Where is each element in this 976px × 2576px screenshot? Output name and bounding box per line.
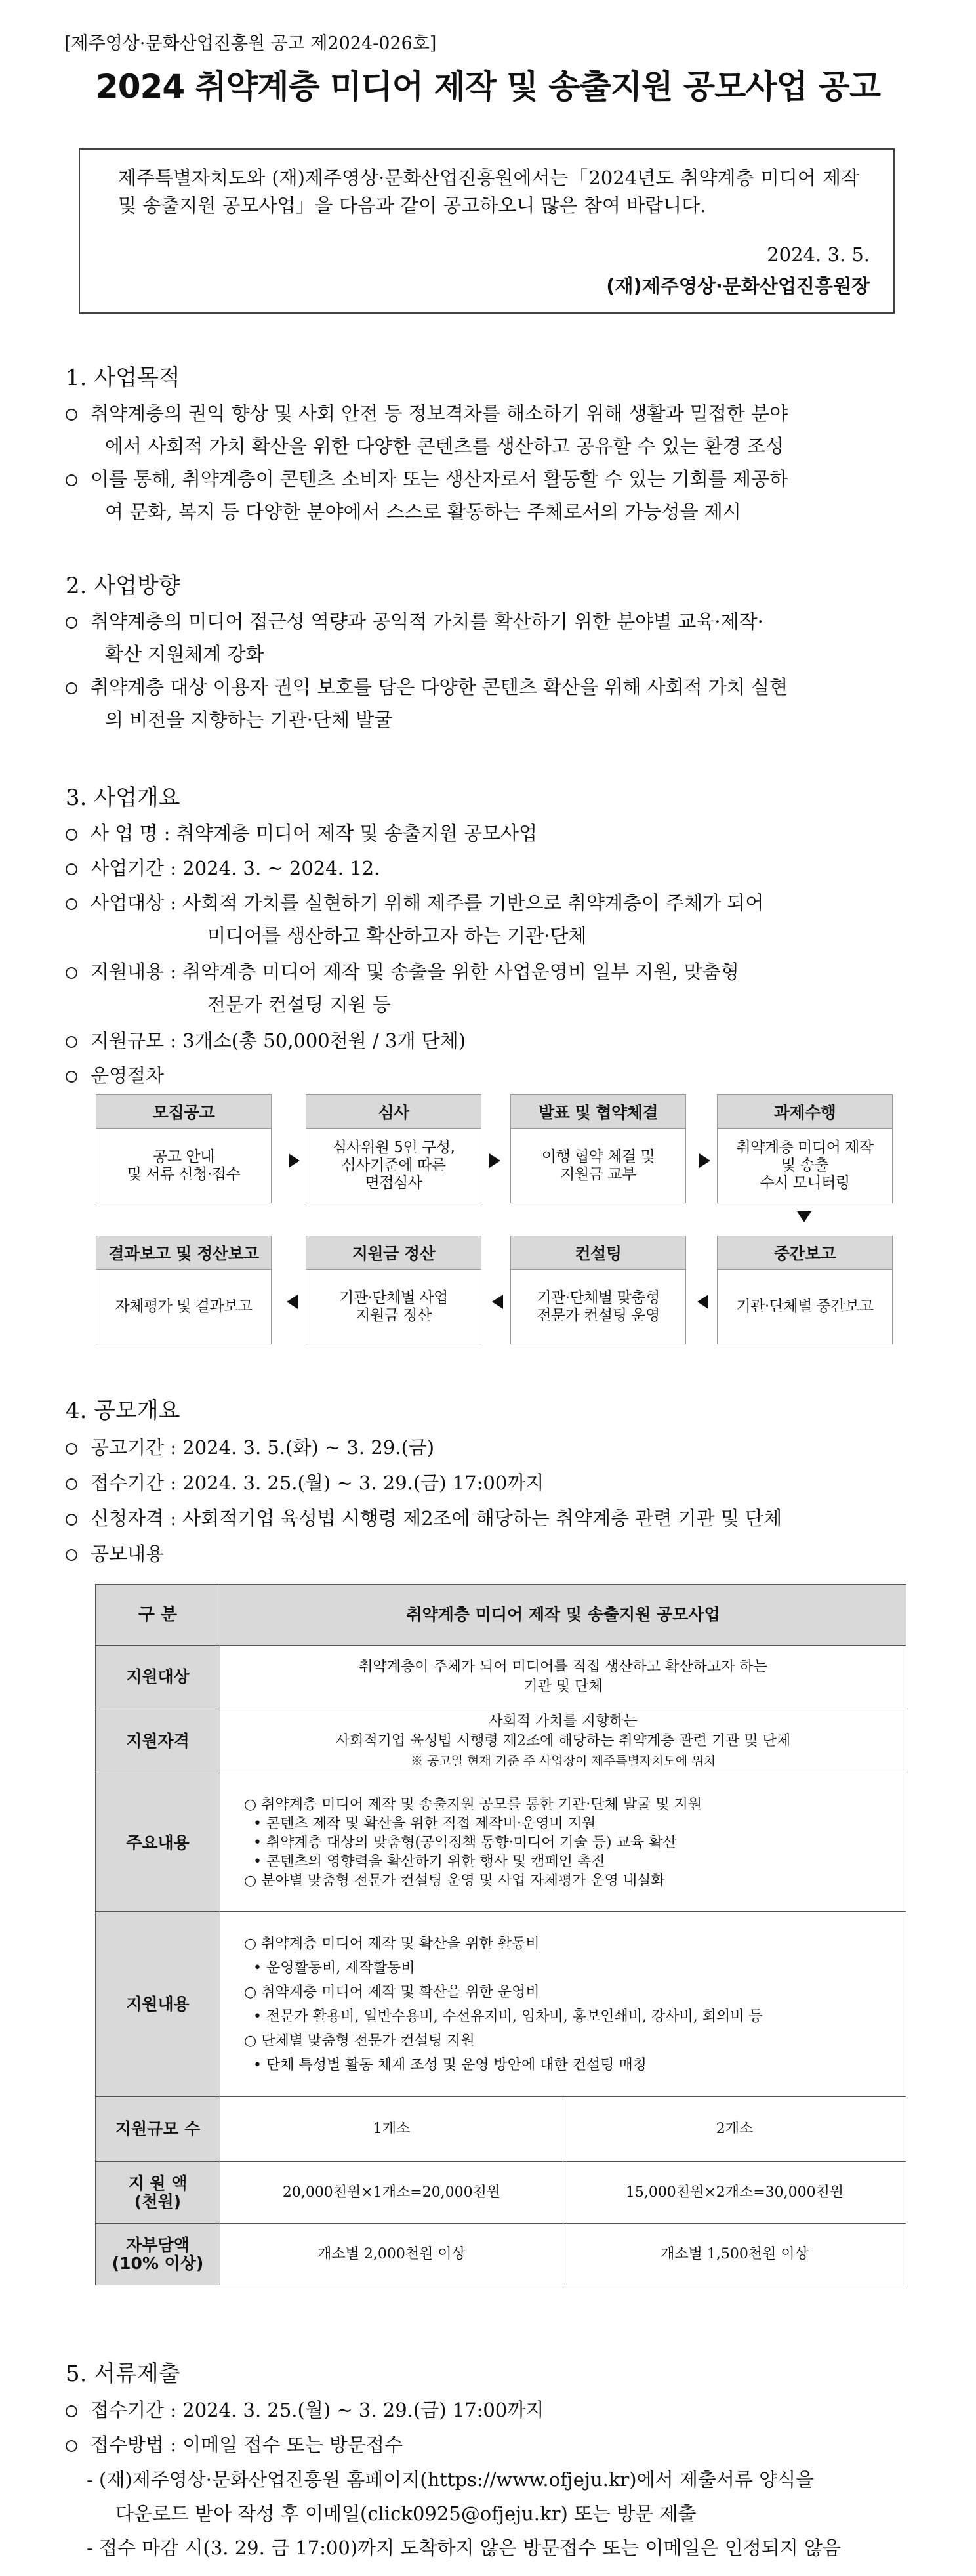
circle-bullet-icon xyxy=(66,1443,77,1455)
table-row xyxy=(96,1774,906,1912)
section-1-bullet-1 xyxy=(66,397,912,430)
circle-bullet-icon xyxy=(66,863,77,875)
section-2-bullet-1-cont: 확산 지원체계 강화 xyxy=(105,643,264,665)
flow-step-final-report xyxy=(96,1236,272,1344)
circle-bullet-icon xyxy=(66,1478,77,1490)
section-4-bullet-3 xyxy=(66,1502,912,1535)
flow-step-review xyxy=(306,1094,481,1203)
bullet-text: 이를 통해, 취약계층이 콘텐츠 소비자 또는 생산자로서 활동할 수 있는 기회를 제공하 xyxy=(91,468,788,490)
cell-note: ※ 공고일 현재 기준 주 사업장이 제주특별자치도에 위치 xyxy=(410,1754,716,1768)
table-row xyxy=(96,2097,906,2162)
section-3-bullet-6 xyxy=(66,1059,912,1092)
table-header-label: 구 분 xyxy=(96,1585,220,1646)
section-3-bullet-3-cont: 미디어를 생산하고 확산하고자 하는 기관·단체 xyxy=(207,924,587,947)
table-label-amount xyxy=(96,2162,220,2224)
table-cell-amount-b: 15,000천원×2개소=30,000천원 xyxy=(563,2162,906,2224)
flow-step-desc: 기관·단체별 사업 지원금 정산 xyxy=(339,1289,448,1324)
table-cell-self-b: 개소별 1,500천원 이상 xyxy=(563,2224,906,2285)
circle-bullet-icon xyxy=(66,1036,77,1048)
flow-step-desc: 기관·단체별 중간보고 xyxy=(736,1298,874,1315)
table-label-qualification: 지원자격 xyxy=(96,1709,220,1774)
arrow-right-icon xyxy=(489,1153,500,1168)
circle-bullet-icon xyxy=(66,967,77,979)
dash-text: - (재)제주영상·문화산업진흥원 홈페이지( xyxy=(87,2468,428,2491)
section-2-bullet-2 xyxy=(66,671,912,703)
table-label-target: 지원대상 xyxy=(96,1646,220,1709)
cell-line: (천원) xyxy=(134,2192,182,2211)
section-5-dash-2: - 접수 마감 시(3. 29. 금 17:00)까지 도착하지 않은 방문접수 또는 이메일은 인정되지 않음 xyxy=(87,2537,842,2559)
bullet-text: 접수기간 : 2024. 3. 25.(월) ~ 3. 29.(금) 17:00까지 xyxy=(91,1472,544,1494)
table-label-content: 지원내용 xyxy=(96,1912,220,2097)
flow-step-title: 컨설팅 xyxy=(511,1236,685,1270)
flow-step-desc: 이행 협약 체결 및 지원금 교부 xyxy=(541,1148,655,1183)
cell-line: 사회적 가치를 지향하는 xyxy=(489,1713,638,1730)
circle-bullet-icon xyxy=(66,2405,77,2417)
bullet-text: 지원내용 : 취약계층 미디어 제작 및 송출을 위한 사업운영비 일부 지원, 맞춤형 xyxy=(91,961,739,983)
bullet-text: 운영절차 xyxy=(91,1064,165,1087)
flow-step-desc: 자체평가 및 결과보고 xyxy=(115,1298,253,1315)
notice-text: 제주특별자치도와 (재)제주영상·문화산업진흥원에서는「2024년도 취약계층 미디어 제작 및 송출지원 공모사업」을 다음과 같이 공고하오니 많은 참여 바랍니다. xyxy=(118,167,859,217)
table-cell-content xyxy=(220,1912,906,2097)
circle-bullet-icon xyxy=(66,1514,77,1526)
bullet-text: 사업기간 : 2024. 3. ~ 2024. 12. xyxy=(91,857,380,879)
dash-text: 다운로드 받아 작성 후 이메일( xyxy=(115,2503,368,2525)
flow-step-title: 중간보고 xyxy=(718,1236,892,1270)
cell-line: ○ 단체별 맞춤형 전문가 컨설팅 지원 xyxy=(244,2032,475,2049)
flow-step-desc: 기관·단체별 맞춤형 전문가 컨설팅 운영 xyxy=(537,1289,660,1324)
arrow-right-icon xyxy=(289,1153,300,1168)
section-4-bullet-1 xyxy=(66,1431,912,1464)
bullet-text: 공고기간 : 2024. 3. 5.(화) ~ 3. 29.(금) xyxy=(91,1436,435,1459)
circle-bullet-icon xyxy=(66,409,77,421)
flow-step-title: 심사 xyxy=(306,1095,481,1129)
bullet-text: 사업대상 : 사회적 가치를 실현하기 위해 제주를 기반으로 취약계층이 주체가 되어 xyxy=(91,892,764,914)
flow-step-title: 지원금 정산 xyxy=(306,1236,481,1270)
bullet-text: 취약계층의 권익 향상 및 사회 안전 등 정보격차를 해소하기 위해 생활과 밀접한 분야 xyxy=(91,402,788,425)
bullet-text: 지원규모 : 3개소(총 50,000천원 / 3개 단체) xyxy=(91,1029,466,1052)
flow-step-agreement xyxy=(510,1094,686,1203)
arrow-left-icon xyxy=(492,1295,503,1309)
bullet-text: 취약계층의 미디어 접근성 역량과 공익적 가치를 확산하기 위한 분야별 교육·제작· xyxy=(91,610,763,633)
bullet-text: 신청자격 : 사회적기업 육성법 시행령 제2조에 해당하는 취약계층 관련 기관 및 단체 xyxy=(91,1507,783,1529)
cell-line: • 콘텐츠 제작 및 확산을 위한 직접 제작비·운영비 지원 xyxy=(253,1816,596,1832)
section-3-bullet-3 xyxy=(66,886,912,919)
flow-step-title: 과제수행 xyxy=(718,1095,892,1129)
table-row xyxy=(96,2224,906,2285)
arrow-left-icon xyxy=(697,1295,708,1309)
table-label-scale: 지원규모 수 xyxy=(96,2097,220,2162)
circle-bullet-icon xyxy=(66,829,77,841)
notice-organization: (재)제주영상·문화산업진흥원장 xyxy=(606,275,870,297)
section-3-bullet-2 xyxy=(66,852,912,884)
flow-step-recruit xyxy=(96,1094,272,1203)
circle-bullet-icon xyxy=(66,474,77,486)
program-table xyxy=(95,1584,906,2285)
cell-line: ○ 취약계층 미디어 제작 및 확산을 위한 활동비 xyxy=(244,1935,540,1952)
section-5-bullet-2 xyxy=(66,2428,912,2461)
table-label-self-funding xyxy=(96,2224,220,2285)
dash-text: ) 또는 방문 제출 xyxy=(560,2503,697,2525)
notice-date: 2024. 3. 5. xyxy=(767,243,870,266)
cell-line: • 전문가 활용비, 일반수용비, 수선유지비, 임차비, 홍보인쇄비, 강사비, 회의비 등 xyxy=(253,2008,763,2025)
cell-line: (10% 이상) xyxy=(112,2253,204,2273)
section-2-bullet-2-cont: 의 비전을 지향하는 기관·단체 발굴 xyxy=(105,709,393,731)
table-cell-amount-a: 20,000천원×1개소=20,000천원 xyxy=(220,2162,563,2224)
section-5-bullet-1 xyxy=(66,2394,912,2426)
section-2-bullet-1 xyxy=(66,605,912,638)
section-2-title: 2. 사업방향 xyxy=(66,573,180,599)
cell-line: ○ 분야별 맞춤형 전문가 컨설팅 운영 및 사업 자체평가 운영 내실화 xyxy=(244,1873,665,1889)
table-cell-scale-b: 2개소 xyxy=(563,2097,906,2162)
section-3-bullet-1 xyxy=(66,817,912,850)
flow-step-settlement xyxy=(306,1236,481,1344)
circle-bullet-icon xyxy=(66,617,77,629)
cell-line: • 콘텐츠의 영향력을 확산하기 위한 행사 및 캠페인 촉진 xyxy=(253,1854,605,1870)
circle-bullet-icon xyxy=(66,898,77,910)
circle-bullet-icon xyxy=(66,2440,77,2452)
bullet-text: 접수방법 : 이메일 접수 또는 방문접수 xyxy=(91,2434,403,2456)
section-3-bullet-4-cont: 전문가 컨설팅 지원 등 xyxy=(207,993,391,1016)
table-row xyxy=(96,1646,906,1709)
arrow-left-icon xyxy=(287,1295,298,1309)
section-1-bullet-2-cont: 여 문화, 복지 등 다양한 분야에서 스스로 활동하는 주체로서의 가능성을 제시 xyxy=(105,501,741,523)
page-title: 2024 취약계층 미디어 제작 및 송출지원 공모사업 공고 xyxy=(95,68,880,106)
section-4-title: 4. 공모개요 xyxy=(66,1398,180,1424)
cell-line: 지 원 액 xyxy=(128,2173,188,2193)
section-1-title: 1. 사업목적 xyxy=(66,365,180,391)
section-3-title: 3. 사업개요 xyxy=(66,785,180,811)
flow-step-consulting xyxy=(510,1236,686,1344)
section-1-bullet-1-cont: 에서 사회적 가치 확산을 위한 다양한 콘텐츠를 생산하고 공유할 수 있는 환경 조성 xyxy=(105,435,784,457)
cell-line: ○ 취약계층 미디어 제작 및 송출지원 공모를 통한 기관·단체 발굴 및 지원 xyxy=(244,1797,702,1813)
table-cell-main xyxy=(220,1774,906,1912)
table-cell-self-a: 개소별 2,000천원 이상 xyxy=(220,2224,563,2285)
table-cell-qualification xyxy=(220,1709,906,1774)
notice-number: [제주영상·문화산업진흥원 공고 제2024-026호] xyxy=(64,33,437,54)
cell-line: • 단체 특성별 활동 체계 조성 및 운영 방안에 대한 컨설팅 매칭 xyxy=(253,2056,647,2073)
section-1-bullet-2 xyxy=(66,463,912,495)
email-link[interactable]: click0925@ofjeju.kr xyxy=(367,2503,561,2525)
circle-bullet-icon xyxy=(66,1071,77,1083)
cell-line: 취약계층이 주체가 되어 미디어를 직접 생산하고 확산하고자 하는 xyxy=(359,1659,767,1675)
circle-bullet-icon xyxy=(66,682,77,694)
table-row xyxy=(96,1709,906,1774)
table-header-value: 취약계층 미디어 제작 및 송출지원 공모사업 xyxy=(220,1585,906,1646)
notice-box xyxy=(79,148,895,314)
table-row xyxy=(96,1585,906,1646)
table-cell-scale-a: 1개소 xyxy=(220,2097,563,2162)
bullet-text: 취약계층 대상 이용자 권익 보호를 담은 다양한 콘텐츠 확산을 위해 사회적 가치 실현 xyxy=(91,676,788,698)
cell-line: • 운영활동비, 제작활동비 xyxy=(253,1959,415,1976)
table-row xyxy=(96,2162,906,2224)
flow-step-execution xyxy=(717,1094,893,1203)
cell-line: 자부담액 xyxy=(126,2235,190,2254)
flow-step-desc: 심사위원 5인 구성, 심사기준에 따른 면접심사 xyxy=(332,1139,455,1192)
section-4-bullet-2 xyxy=(66,1466,912,1499)
table-cell-target xyxy=(220,1646,906,1709)
flow-step-title: 모집공고 xyxy=(96,1095,271,1129)
section-5-dash-1 xyxy=(87,2463,912,2496)
section-5-dash-1-cont xyxy=(115,2497,912,2530)
cell-line: • 취약계층 대상의 맞춤형(공익정책 동향·미디어 기술 등) 교육 확산 xyxy=(253,1835,677,1851)
arrow-down-icon xyxy=(797,1211,811,1222)
bullet-text: 사 업 명 : 취약계층 미디어 제작 및 송출지원 공모사업 xyxy=(91,822,538,844)
cell-line: 기관 및 단체 xyxy=(523,1678,603,1695)
section-4-bullet-4 xyxy=(66,1537,912,1570)
flow-step-title: 결과보고 및 정산보고 xyxy=(96,1236,271,1270)
table-row xyxy=(96,1912,906,2097)
bullet-text: 공모내용 xyxy=(91,1543,165,1565)
flow-step-interim-report xyxy=(717,1236,893,1344)
flow-step-desc: 취약계층 미디어 제작 및 송출 수시 모니터링 xyxy=(736,1139,874,1192)
bullet-text: 접수기간 : 2024. 3. 25.(월) ~ 3. 29.(금) 17:00까지 xyxy=(91,2399,544,2421)
section-3-bullet-4 xyxy=(66,955,912,988)
cell-line: 사회적기업 육성법 시행령 제2조에 해당하는 취약계층 관련 기관 및 단체 xyxy=(335,1733,791,1749)
arrow-right-icon xyxy=(699,1153,710,1168)
homepage-link[interactable]: https://www.ofjeju.kr xyxy=(427,2468,630,2491)
dash-text: )에서 제출서류 양식을 xyxy=(629,2468,815,2491)
section-5-title: 5. 서류제출 xyxy=(66,2361,180,2387)
section-3-bullet-5 xyxy=(66,1024,912,1057)
table-label-main: 주요내용 xyxy=(96,1774,220,1912)
flow-step-title: 발표 및 협약체결 xyxy=(511,1095,685,1129)
flow-step-desc: 공고 안내 및 서류 신청·접수 xyxy=(127,1148,241,1183)
cell-line: ○ 취약계층 미디어 제작 및 확산을 위한 운영비 xyxy=(244,1984,540,2001)
circle-bullet-icon xyxy=(66,1549,77,1561)
